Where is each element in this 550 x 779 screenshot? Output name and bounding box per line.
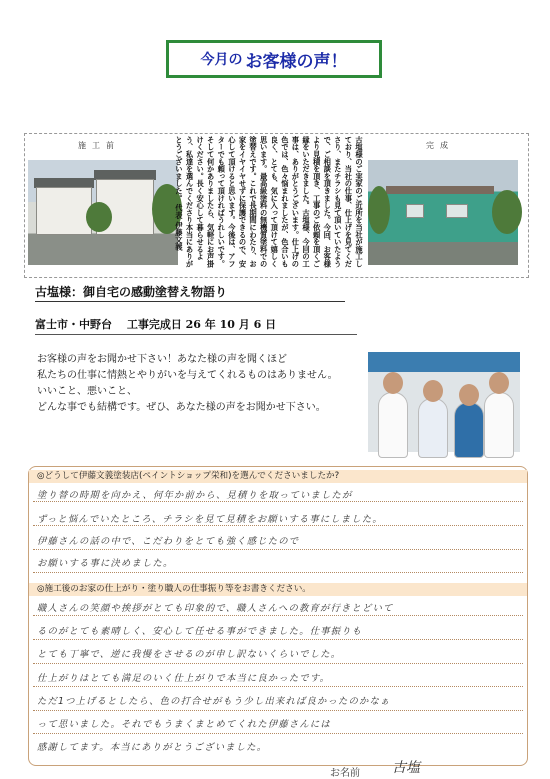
location-and-date: 富士市・中野台 工事完成日 26 年 10 月 6 日 (35, 316, 357, 335)
customer-feedback-form (28, 466, 528, 766)
after-photo (368, 160, 518, 265)
answer-1-line: 塗り替の時期を向かえ、何年か前から、見積りを取っていましたが (37, 490, 353, 501)
answer-2-line: るのがとても素晴しく、安心して任せる事ができました。仕事振りも (37, 626, 363, 637)
banner-small-text: 今月の (200, 52, 243, 68)
answer-2-line: 職人さんの笑顔や挨拶がとても印象的で、職人さんへの教育が行きとどいて (37, 603, 394, 614)
intro-text (37, 352, 338, 416)
after-caption: 完成 (426, 141, 454, 150)
intro-line: 私たちの仕事に情熱とやりがいを与えてくれるものはありません。 (37, 370, 338, 381)
answer-1-line: お願いする事に決めました。 (37, 558, 174, 569)
before-caption: 施工前 (78, 141, 120, 150)
before-photo (28, 160, 178, 265)
customer-photo (368, 352, 520, 452)
customer-signature: 古塩 (392, 760, 420, 776)
answer-2-line: ただ1つ上げるとしたら、色の打合せがもう少し出来れば良かったのかなぁ (37, 696, 391, 707)
answer-2-line: 感謝してます。本当にありがとうございました。 (37, 742, 268, 753)
intro-line: いいこと、悪いこと、 (37, 386, 137, 397)
answer-2-line: って思いました。それでもうまくまとめてくれた伊藤さんには (37, 719, 331, 730)
page-banner (166, 40, 382, 78)
contractor-letter: 古塩様のご実家のご近所を当社が施工しており、当社の仕事、仕上げを見てくださり、またチラシも見て頂いていたようで、ご相談を頂きました。今回、お客様より見積を頂き、工事のご依頼を頂くご縁をいただきました。古塩様、今回の工事は、ありがとうございます。仕上げの色では、色々悩まれましたが、色合いも良く、とても、気に入って頂けて嬉しく思います。最高級塗料の無機質塗料での塗替えです。これで長期間にわたり、お家をイヤイヤせずに保護できるので、安心して頂けると思います。今後は、アフターでも頼って頂ければうれしいです。そして何かありましたら、気軽にお声掛けください。長く安心して暮らせるよう、私達を選んでくださり本当にありがとうございました。 代表 伊藤文義 (174, 136, 364, 268)
answer-1-line: ずっと悩んでいたところ、チラシを見て見積をお願いする事にしました。 (37, 514, 383, 525)
banner-title: お客様の声！ (245, 51, 348, 72)
answer-2-line: とても丁寧で、逆に我慢をさせるのが申し訳ないくらいでした。 (37, 649, 342, 660)
answer-1-line: 伊藤さんの話の中で、こだわりをとても強く感じたので (37, 536, 300, 547)
question-2: ◎施工後のお家の仕上がり・塗り職人の仕事振り等をお書きください。 (29, 583, 527, 596)
intro-line: お客様の声をお聞かせ下さい！あなた様の声を聞くほど (37, 354, 287, 365)
story-heading: 古塩様：御自宅の感動塗替え物語り (35, 283, 345, 302)
name-label: お名前 (330, 768, 360, 779)
answer-2-line: 仕上がりはとても満足のいく仕上がりで本当に良かったです。 (37, 673, 331, 684)
question-1: ◎どうして伊藤文義塗装店(ペイントショップ栄和)を選んでくださいましたか? (29, 470, 527, 483)
intro-line: どんな事でも結構です。ぜひ、あなた様の声をお聞かせ下さい。 (37, 402, 326, 413)
